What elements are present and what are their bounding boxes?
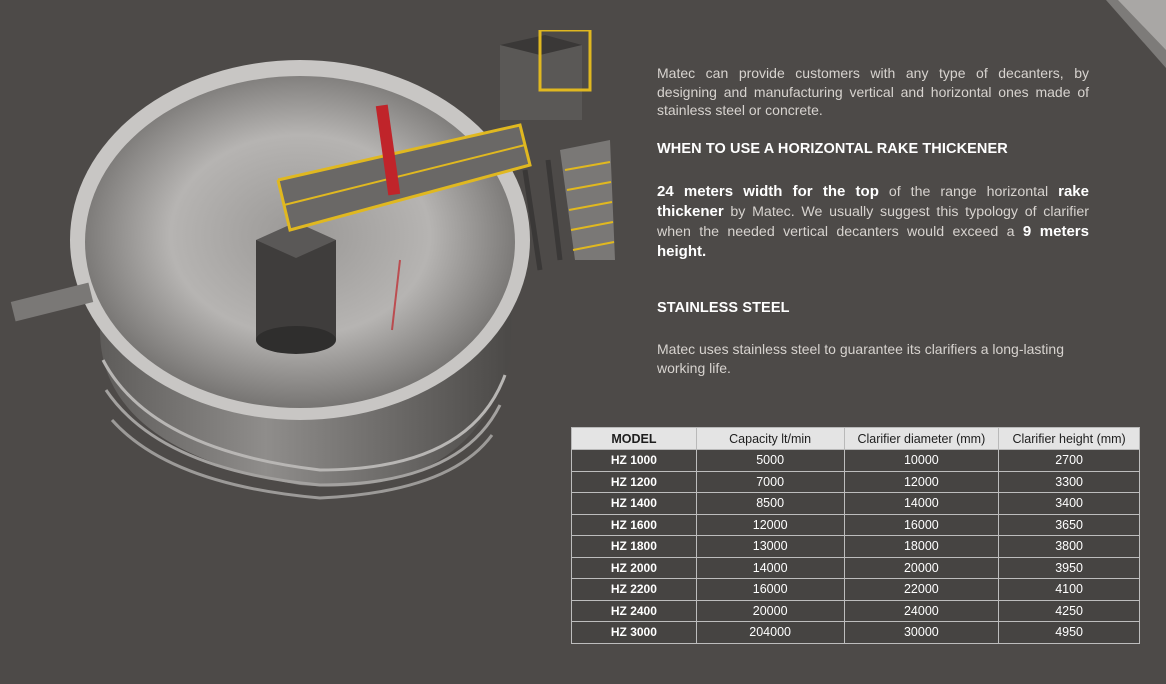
capacity-cell: 204000 xyxy=(696,622,844,644)
table-header-row xyxy=(572,428,1140,450)
diameter-cell: 10000 xyxy=(844,450,999,472)
column-header-diameter: Clarifier diameter (mm) xyxy=(844,428,999,450)
stainless-steel-paragraph: Matec uses stainless steel to guarantee its clarifiers a long-lasting working life. xyxy=(657,341,1064,376)
height-cell: 3300 xyxy=(999,471,1140,493)
diameter-cell: 14000 xyxy=(844,493,999,515)
height-cell: 3400 xyxy=(999,493,1140,515)
diameter-cell: 12000 xyxy=(844,471,999,493)
height-cell: 3800 xyxy=(999,536,1140,558)
model-cell: HZ 1200 xyxy=(572,471,697,493)
bold-width-text: 24 meters width for the top xyxy=(657,183,879,200)
capacity-cell: 12000 xyxy=(696,514,844,536)
body-text: of the range horizontal xyxy=(878,184,1059,200)
section-heading-when-to-use: WHEN TO USE A HORIZONTAL RAKE THICKENER xyxy=(657,141,1008,157)
diameter-cell: 24000 xyxy=(844,600,999,622)
capacity-cell: 5000 xyxy=(696,450,844,472)
model-cell: HZ 1400 xyxy=(572,493,697,515)
height-cell: 3650 xyxy=(999,514,1140,536)
section-heading-stainless-steel: STAINLESS STEEL xyxy=(657,300,790,316)
table-row xyxy=(572,579,1140,601)
capacity-cell: 16000 xyxy=(696,579,844,601)
table-row xyxy=(572,600,1140,622)
height-cell: 2700 xyxy=(999,450,1140,472)
table-row xyxy=(572,557,1140,579)
capacity-cell: 13000 xyxy=(696,536,844,558)
model-cell: HZ 2200 xyxy=(572,579,697,601)
bold-rake-thickener: rake thickener xyxy=(657,183,1089,220)
height-cell: 3950 xyxy=(999,557,1140,579)
capacity-cell: 7000 xyxy=(696,471,844,493)
model-cell: HZ 1800 xyxy=(572,536,697,558)
intro-paragraph: Matec can provide customers with any type of decanters, by designing and manufacturing vertical and horizontal ones made of stainless steel or concrete. xyxy=(657,65,1089,118)
bold-height-text: 9 meters height. xyxy=(657,223,1089,260)
height-cell: 4250 xyxy=(999,600,1140,622)
table-row xyxy=(572,450,1140,472)
rake-thickener-image xyxy=(0,30,640,510)
model-cell: HZ 1000 xyxy=(572,450,697,472)
model-cell: HZ 2400 xyxy=(572,600,697,622)
capacity-cell: 14000 xyxy=(696,557,844,579)
diameter-cell: 16000 xyxy=(844,514,999,536)
diameter-cell: 22000 xyxy=(844,579,999,601)
model-cell: HZ 3000 xyxy=(572,622,697,644)
specifications-table xyxy=(571,427,1140,644)
height-cell: 4950 xyxy=(999,622,1140,644)
diameter-cell: 20000 xyxy=(844,557,999,579)
capacity-cell: 20000 xyxy=(696,600,844,622)
diameter-cell: 30000 xyxy=(844,622,999,644)
table-row xyxy=(572,471,1140,493)
table-row xyxy=(572,514,1140,536)
capacity-cell: 8500 xyxy=(696,493,844,515)
column-header-capacity: Capacity lt/min xyxy=(696,428,844,450)
column-header-model: MODEL xyxy=(572,428,697,450)
height-cell: 4100 xyxy=(999,579,1140,601)
model-cell: HZ 1600 xyxy=(572,514,697,536)
body-text: by Matec. We usually suggest this typology of clarifier when the needed vertical decanters would exceed a xyxy=(657,204,1089,240)
diameter-cell: 18000 xyxy=(844,536,999,558)
column-header-height: Clarifier height (mm) xyxy=(999,428,1140,450)
rake-thickener-paragraph xyxy=(657,182,1089,262)
table-row xyxy=(572,622,1140,644)
model-cell: HZ 2000 xyxy=(572,557,697,579)
table-row xyxy=(572,493,1140,515)
table-row xyxy=(572,536,1140,558)
